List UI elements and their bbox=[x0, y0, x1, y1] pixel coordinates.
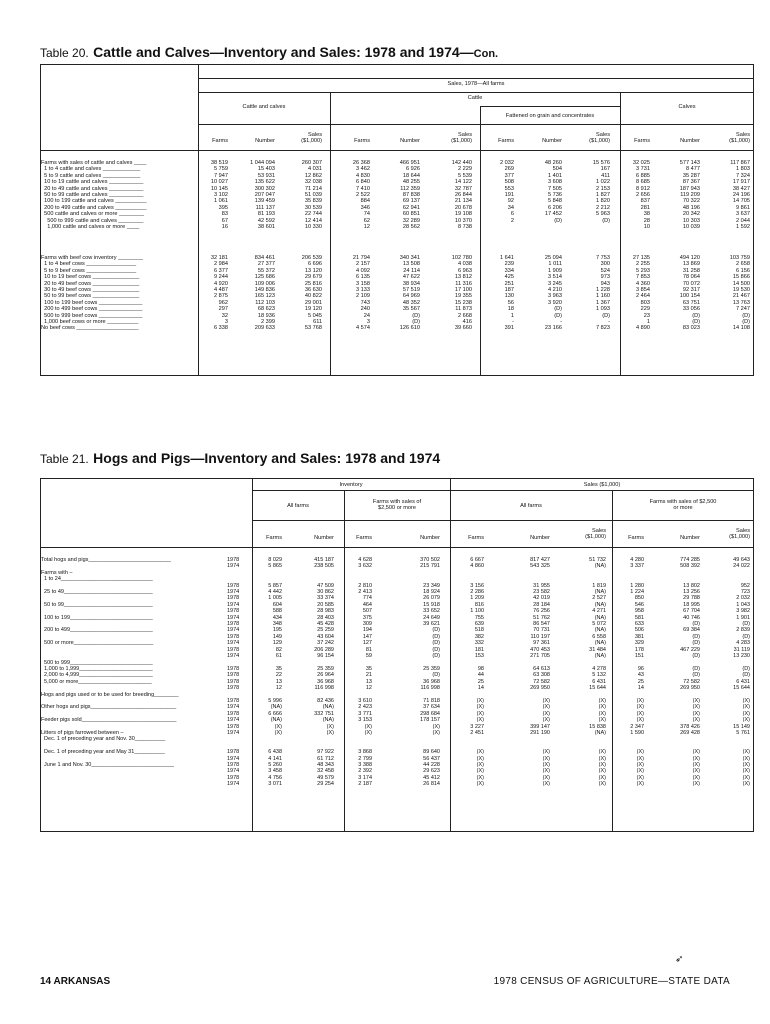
table21-col-7: 4 280 3 337 1 280 1 224 850 546 958 581 633 506 381 329 178 151 96 43 25 14 (X) (X) (X) (X) 2 347 1 590 (X) (X) (X) (X) (X) (X) bbox=[630, 557, 644, 788]
table21-rule bbox=[252, 490, 754, 491]
table21-col-3: 370 502 215 791 23 349 18 924 26 079 15 918 33 652 24 649 39 621 (D) (D) (D) (D) (D) 25 359 (D) 36 968 116 998 71 818 37 634 298 684 178 157 (X) (X) 89 640 56 437 44 228 29 623 45 412 26 814 bbox=[420, 557, 440, 788]
table20-col-11-top: 117 867 1 803 7 324 17 917 38 427 24 196 14 705 9 861 3 637 2 044 1 592 bbox=[730, 160, 750, 231]
table20-col-5-bottom: 102 780 4 038 6 963 13 812 11 316 17 100 19 355 15 238 11 873 2 668 416 39 660 bbox=[451, 255, 472, 332]
table21-number: Table 21. bbox=[40, 452, 89, 466]
table20-col-6-top: 2 032 269 377 508 553 191 92 34 6 2 bbox=[500, 160, 514, 224]
table21-col-header-number: Number bbox=[314, 535, 334, 541]
table21-col-header-number: Number bbox=[680, 535, 700, 541]
table20-col-8-top: 15 576 167 411 1 022 2 153 1 827 1 820 2 212 5 963 (D) bbox=[592, 160, 610, 224]
table21-divider bbox=[450, 478, 451, 832]
table20-col-2-bottom: 206 539 6 696 13 120 29 679 25 816 36 630 40 822 29 001 19 120 5 045 611 53 768 bbox=[301, 255, 322, 332]
table21-inventory: Inventory bbox=[339, 482, 363, 488]
table20-col-10-bottom: 494 120 13 869 31 258 78 064 70 072 92 317 100 154 63 751 33 056 (D) (D) 83 023 bbox=[679, 255, 700, 332]
table20-col-9-top: 32 025 3 731 6 885 8 685 8 912 2 656 837 281 38 28 10 bbox=[632, 160, 650, 231]
table21-all-farms-sales: All farms bbox=[520, 503, 542, 509]
table21-divider bbox=[252, 478, 253, 832]
table20-col-header-sales: Sales ($1,000) bbox=[729, 132, 750, 145]
table20-col-11-bottom: 103 759 2 658 6 156 15 866 14 500 19 530 21 467 13 763 7 247 (D) (D) 14 108 bbox=[729, 255, 750, 332]
table21-col-header-number: Number bbox=[420, 535, 440, 541]
table20-col-4-bottom: 340 341 13 508 24 114 47 622 38 934 57 519 64 969 48 352 35 567 (D) (D) 126 610 bbox=[399, 255, 420, 332]
table21-col-0: 8 029 5 865 5 857 4 442 1 005 604 588 434 348 195 149 129 82 61 35 22 13 12 5 996 (NA) 6 666 (NA) (X) (X) 6 438 4 141 5 260 3 458 4 756 3 071 bbox=[268, 557, 282, 788]
table20-col-3-top: 26 368 3 462 4 830 6 840 7 410 2 522 884 346 74 62 12 bbox=[352, 160, 370, 231]
table20-col-1-top: 1 044 094 15 403 53 931 135 622 300 302 207 047 139 459 111 137 81 193 42 592 38 601 bbox=[250, 160, 275, 231]
table21-col-5: 817 427 543 325 31 955 23 582 42 019 28 184 76 256 51 762 86 547 70 731 110 197 97 361 470 453 271 705 64 613 63 308 72 582 269 950 (X) (X) (X) (X) 399 147 291 190 (X) (X) (X) (X) (X) (X) bbox=[530, 557, 550, 788]
table20-stub-sales: Farms with sales of cattle and calves ____ 1 to 4 cattle and calves ____________ 5 to 9 cattle and calves ____________ 10 to 19 cattle and calves ___________ 20 to 49 cattle and calves ___________ 50 to 99 cattle and calves ___________ 100 to 199 cattle and calves __________ 200 to 499 cattle and calves __________ 500 cattle and calves or more ________ 500 to 999 cattle and calves ________ 1,000 cattle and calves or more ____ bbox=[41, 160, 147, 231]
table20-rule bbox=[198, 124, 754, 125]
table20-divider bbox=[330, 92, 331, 376]
footer-title: 1978 CENSUS OF AGRICULTURE—STATE DATA bbox=[493, 976, 730, 987]
table21-title-text: Hogs and Pigs—Inventory and Sales: 1978 and 1974 bbox=[93, 450, 441, 466]
table21-col-header-farms: Farms bbox=[356, 535, 372, 541]
table21-col-header-farms: Farms bbox=[266, 535, 282, 541]
table20-col-9-bottom: 27 135 2 255 5 293 7 853 4 360 3 854 2 464 803 229 23 1 4 890 bbox=[632, 255, 650, 332]
table21-rule bbox=[252, 520, 754, 521]
table21-col-header-farms: Farms bbox=[628, 535, 644, 541]
table20-divider bbox=[620, 92, 621, 376]
table21-stub-years: 1978 1974 1978 1974 1978 1974 1978 1974 1978 1974 1978 1974 1978 1974 1978 1978 1978 1978 1978 1974 1978 1974 1978 1974 1978 1974 1978 1974 1978 1974 bbox=[227, 557, 240, 788]
table20-col-6-bottom: 1 641 239 334 425 251 187 130 56 18 1 - 391 bbox=[500, 255, 514, 332]
table21-divider bbox=[344, 490, 345, 832]
footer-page: 14 ARKANSAS bbox=[40, 976, 111, 987]
table20-col-0-top: 38 519 5 759 7 947 10 027 10 145 3 102 1 061 395 83 67 16 bbox=[210, 160, 228, 231]
table20-col-header-number: Number bbox=[255, 138, 275, 144]
table20-col-2-top: 260 307 4 031 12 862 32 038 71 214 51 039 35 839 30 539 22 744 12 414 10 330 bbox=[301, 160, 322, 231]
table20-col-header-sales: Sales ($1,000) bbox=[451, 132, 472, 145]
table20-col-header-number: Number bbox=[542, 138, 562, 144]
table21-divider bbox=[612, 490, 613, 832]
table21-col-header-sales: Sales ($1,000) bbox=[729, 528, 750, 541]
table21-col-header-sales: Sales ($1,000) bbox=[585, 528, 606, 541]
table20-rule bbox=[198, 92, 754, 93]
table20-col-0-bottom: 32 181 2 984 6 377 9 244 4 920 4 487 2 875 962 297 32 3 6 338 bbox=[210, 255, 228, 332]
table20-col-header-farms: Farms bbox=[212, 138, 228, 144]
table21-sales: Sales ($1,000) bbox=[583, 482, 621, 488]
table20-rule bbox=[198, 78, 754, 79]
table20-col-header-farms: Farms bbox=[354, 138, 370, 144]
table20-con: Con. bbox=[473, 48, 499, 60]
table20-stub-beef: Farms with beef cow inventory ________ 1 to 4 beef cows ________________ 5 to 9 beef cows ________________ 10 to 19 beef cows _______________ 20 to 49 beef cows _______________ 30 to 49 beef cows _______________ 50 to 99 beef cows _______________ 100 to 199 beef cows ______________ 200 to 499 beef cows ______________ 500 to 999 beef cows ______________ 1,000 beef cows or more __________ No beef cows ____________________ bbox=[41, 255, 143, 332]
table21-col-header-farms: Farms bbox=[468, 535, 484, 541]
table20-fattened: Fattened on grain and concentrates bbox=[505, 113, 595, 119]
table20-number: Table 20. bbox=[40, 46, 89, 60]
table21-farms-sales-2500: Farms with sales of $2,500 or more bbox=[372, 499, 422, 512]
table20-col-header-sales: Sales ($1,000) bbox=[301, 132, 322, 145]
table20-col-1-bottom: 834 461 27 377 55 372 125 686 109 006 149 836 165 123 112 103 68 623 18 936 2 399 209 633 bbox=[254, 255, 275, 332]
table20-col-10-top: 577 143 8 477 35 287 87 367 187 943 119 209 70 322 48 196 20 342 10 303 10 039 bbox=[679, 160, 700, 231]
table20-calves: Calves bbox=[678, 104, 696, 110]
table21-all-farms: All farms bbox=[287, 503, 309, 509]
pen-mark-icon: ➶ bbox=[675, 954, 684, 965]
table20-col-header-sales: Sales ($1,000) bbox=[589, 132, 610, 145]
table21-col-2: 4 628 3 632 2 810 2 413 774 464 507 375 309 194 147 127 81 59 35 21 13 12 3 610 2 423 3 771 3 153 (X) (X) 3 868 2 799 3 388 2 392 3 174 2 187 bbox=[358, 557, 372, 788]
table20-title-text: Cattle and Calves—Inventory and Sales: 1978 and 1974— bbox=[93, 44, 474, 60]
table21-col-9: 49 643 24 022 952 723 2 032 1 043 3 982 1 901 (D) 2 839 (D) 4 283 31 119 13 230 (D) (D) 6 431 15 644 (X) (X) (X) (X) 15 149 5 761 (X) (X) (X) (X) (X) (X) bbox=[733, 557, 750, 788]
table20-col-8-bottom: 7 753 300 524 973 943 1 228 1 160 1 367 1 093 (D) - 7 823 bbox=[596, 255, 610, 332]
table20-header-rule bbox=[40, 150, 754, 151]
table20-col-header-farms: Farms bbox=[498, 138, 514, 144]
table20-col-header-number: Number bbox=[680, 138, 700, 144]
table21-col-1: 415 187 238 505 47 509 30 862 33 374 20 585 28 983 28 403 45 428 25 259 43 604 37 242 206 289 96 154 25 359 26 964 36 968 116 998 82 436 (NA) 332 751 (NA) (X) (X) 97 922 61 712 48 343 32 458 49 579 29 254 bbox=[314, 557, 334, 788]
table20-divider bbox=[480, 106, 481, 376]
table20-sales-all-farms: Sales, 1978—All farms bbox=[447, 81, 505, 87]
table21-title bbox=[40, 450, 440, 468]
table20-title bbox=[40, 44, 498, 62]
table21-col-4: 6 667 4 860 3 156 2 286 1 209 816 1 100 755 639 518 382 332 181 153 98 44 25 14 (X) (X) (X) (X) 3 227 2 451 (X) (X) (X) (X) (X) (X) bbox=[470, 557, 484, 788]
table20-divider bbox=[198, 64, 199, 376]
table20-col-7-top: 48 260 504 1 401 3 608 7 505 5 736 5 848 6 206 17 452 (D) bbox=[544, 160, 562, 224]
table21-col-6: 51 732 (NA) 1 819 (NA) 2 527 (NA) 4 271 (NA) 5 072 (NA) 6 558 (NA) 31 484 (NA) 4 278 5 132 6 431 15 644 (X) (X) (X) (X) 15 838 (NA) (X) (X) (X) (X) (X) (X) bbox=[589, 557, 606, 788]
table20-col-header-number: Number bbox=[400, 138, 420, 144]
table20-rule bbox=[480, 106, 620, 107]
table20-cattle: Cattle bbox=[467, 95, 483, 101]
table21-col-8: 774 285 508 392 13 802 13 256 29 788 18 995 67 704 40 746 (D) 69 384 (D) (D) 467 229 (D) (D) (D) 72 582 269 950 (X) (X) (X) (X) 378 426 269 428 (X) (X) (X) (X) (X) (X) bbox=[680, 557, 700, 788]
table21-col-header-number: Number bbox=[530, 535, 550, 541]
table20-col-header-farms: Farms bbox=[634, 138, 650, 144]
table20-col-3-bottom: 21 794 2 157 4 092 6 135 3 158 3 133 2 109 743 240 24 3 4 574 bbox=[352, 255, 370, 332]
table21-header-rule bbox=[40, 547, 754, 548]
table20-cattle-and-calves: Cattle and calves bbox=[242, 104, 286, 110]
table21-farms-sales-2500-b: Farms with sales of $2,500 or more bbox=[649, 499, 717, 512]
table20-col-4-top: 466 951 6 926 18 644 48 255 112 359 87 838 69 137 62 941 60 851 32 289 28 562 bbox=[399, 160, 420, 231]
table20-col-5-top: 142 440 2 229 5 539 14 122 32 787 26 844 21 134 20 678 19 108 10 370 8 738 bbox=[451, 160, 472, 231]
table21-stub-labels: Total hogs and pigs___________________________ Farms with – 1 to 24______________________________ 25 to 49_____________________________ 50 to 99_____________________________ 100 to 199___________________________ 200 to 499___________________________ 500 or more__________________________ 500 to 999___________________________ 1,000 to 1,999________________________ 2,000 to 4,999________________________ 5,000 or more________________________ Hogs and pigs used or to be used for breeding________ Other hogs and pigs____________________________ Feeder pigs sold_______________________________ Litters of pigs farrowed between – Dec. 1 of preceding year and Nov. 30__________ Dec. 1 of preceding year and May 31__________ June 1 and Nov. 30___________________________ bbox=[41, 557, 179, 768]
table20-col-7-bottom: 25 094 1 011 1 909 3 514 3 245 4 210 3 963 3 920 (D) (D) - 23 166 bbox=[544, 255, 562, 332]
